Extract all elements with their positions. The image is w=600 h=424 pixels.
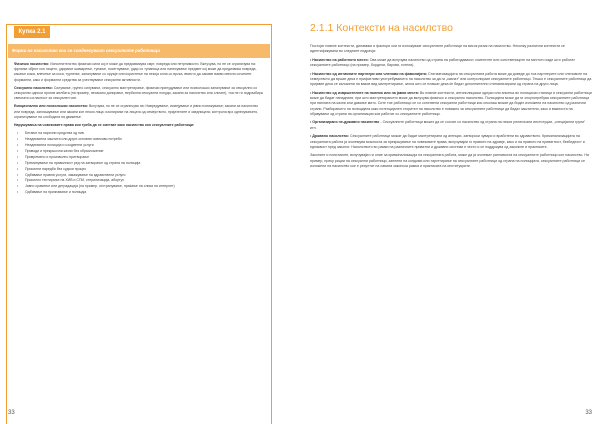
paragraph (310, 120, 592, 130)
intro-paragraph: Постојат повеќе контексти, динамики и фактори кои ги изложуваат сексуалните работници на висок ризик на насилство. Неколку различни контексти се идентификувани во следните подрачја: (310, 44, 565, 54)
paragraph (14, 86, 264, 102)
paragraph (14, 123, 264, 128)
section-body (310, 44, 592, 173)
box-body (14, 62, 264, 196)
paragraph-text: Исполнителство физички сили кој е може да предизвикува смрт, повреда или нетрпимости. Вклучува, но не се ограничува на: фрлање објект кон лицето, удирање шамарење, тупање, посегнување, удар со тупаница или нанесување предмет кој може да предизвика повреда, касање кожа, влечење за коса, турнење, запалување со оружје или користење на некоја сила со врска, вместо да сакаме вакви свесни сочинити формални, како и формални средства за учествување сексуални активности. (14, 62, 257, 82)
paragraph-text: Ова може да вклучува насилство од страна на работодавачот, клиентите или сопствениците на местото каде што работат сексуалните работници (на пример, бордели, барови, хотели). (310, 57, 575, 68)
paragraph (310, 72, 592, 88)
paragraph-title: Физичко насилство: (14, 62, 50, 66)
paragraph-title: • Државно насилство: (310, 134, 350, 139)
list-item: • Неадекватна полиција и соодветни услуги (21, 143, 264, 149)
paragraph (14, 62, 264, 83)
paragraph-title: • Насилство од извршителите на полемо или на јавни места: (310, 90, 419, 95)
list-item: • Одбивање правни услуги, закажување на здравствени услуги (21, 173, 264, 179)
paragraph (310, 91, 592, 117)
list-item: • Јавно срамење или деградација (на пример, отстранување, праќање на слика на интернет) (21, 184, 264, 190)
paragraph (310, 58, 592, 68)
list-item: • Привремено и произволно притворање (21, 155, 264, 161)
list-item: • Неадекватна заштита или други основни човекови потреби (21, 137, 264, 143)
box-heading: Форми на насилство кои се сооднесуваат сексуалните работници (8, 44, 270, 58)
paragraph-title: • Насилство на работното место: (310, 57, 369, 62)
paragraph-title: Емоционално или психолошко насилство: (14, 104, 89, 109)
paragraph-title: • Организирано не-државно насилство (310, 120, 380, 125)
list-item: • Преминување на правилниот ред на затворање од страна на полиција (21, 161, 264, 167)
list-item: • Присилни наредби без судски процес (21, 167, 264, 173)
page-number-right: 33 (585, 410, 592, 416)
page-number-left: 33 (8, 410, 15, 416)
paragraph-title: Сексуално насилство: (14, 85, 53, 90)
list-item: • Одбивање на признавање и полицаја (21, 190, 264, 196)
paragraph-text: Во повеќе контексти, антиполициски одлуки или апсења во полициски станици и сексуални работници може да бидат нападнати, при што малтретирањето може да вклучува физичко и сексуално насилство. Полицијата може да ги злоупотребува сексуалните работници при наплата на казни или давање мито. Сите тие работници се со сопствени сексуални работници кои секогаш можат да бидат изложени на насилство од различни страни. Разбирањето на полицијата како потенцијален сторител на насилство е поважно за сексуалните работници да бидат заштитени, како и важноста на објавување од страна на организации кои работат со сексуалните работници. (310, 90, 592, 116)
outro-paragraph: Законите и политиките, вклучувајќи ги оние за криминализација на сексуалната работа, може да ја зголемат ранливоста на сексуалните работници кон насилство. На пример, преку рации на сексуални работници, заплени на кондоми или таргетирање на сексуалните работници од страна на полицијата, сексуалните работници се изложени на насилство кое е резултат на самата законска рамка и практиката на институциите. (310, 153, 589, 168)
paragraph (310, 134, 592, 150)
paragraph-title: Нарушувања на човековите права кои треба да се сметаат како насилство кон сексуалните работници: (14, 123, 195, 128)
list-item: • Бегање на парични средства од нив (21, 131, 264, 137)
paragraph-text: Стигматизацијата на сексуалната работа може да доведе до тоа партнерите или членовите на семејството да вршат дека е прифатливо употребувањето на насилство за да ги „казнат“ или контролираат сексуалните работници. Тешко е сексуалните работници да пријават дека се изложени на ваков вид малтретирање, затоа што се плашат дека ќе бидат дополнително стигматизирани од страна на други лица. (310, 71, 592, 87)
paragraph-title: • Насилство од интимните партнери или членови на фамилијата: (310, 71, 428, 76)
paragraph-text: Сексуалните работници можат да бидат малтретирани од агенции, затворски чувари и вработени во здравството. Криминализацијата на сексуалната работа ја зголемува можноста за прекршување на човековите права, вклучувајќи го правото на здравје, како и на правото на приватност, безбедност и еднаквост пред законот. Насилството во рамки на различните приватни и државни системи е често и се поддржува од законите и практиките. (310, 134, 585, 149)
box-tab-label: Купка 2.1 (14, 26, 50, 38)
paragraph-text: Силување, групно силување, сексуално малтретирање, физички принудување или психолошко запалување за сексуално со сексуални односи против желбата (на пример, несакано допирање, вербални сексуални понуди, закани за насилство или сличен), тоа не ги подразбира свесната согласност за сексуален чин. (14, 85, 263, 101)
list-item: • Присилно тестирање на ХИВ и СПИ, стерилизација, абортус (21, 178, 264, 184)
paragraph-text: - Сексуалните работници можат да се соочат со насилство од страна на некои религиозни институции, „специјални групи“ итн. (310, 120, 586, 130)
bullet-list (14, 131, 264, 196)
paragraph-text: Вклучува, но не се ограничува на: Навредување, исмејување и јавно понижување; закани за насилство или повреда, заплашување или закани кон некои лица; изолирање на лицата од семејството, пријателите и заедницата; контрола врз однесувањето, ограничување на слободата на движење. (14, 104, 259, 119)
paragraph (14, 104, 264, 120)
right-page (300, 0, 600, 424)
section-title: 2.1.1 Контексти на насилство (310, 22, 453, 34)
list-item: • Приводи и прекршочни казни без образложение (21, 149, 264, 155)
